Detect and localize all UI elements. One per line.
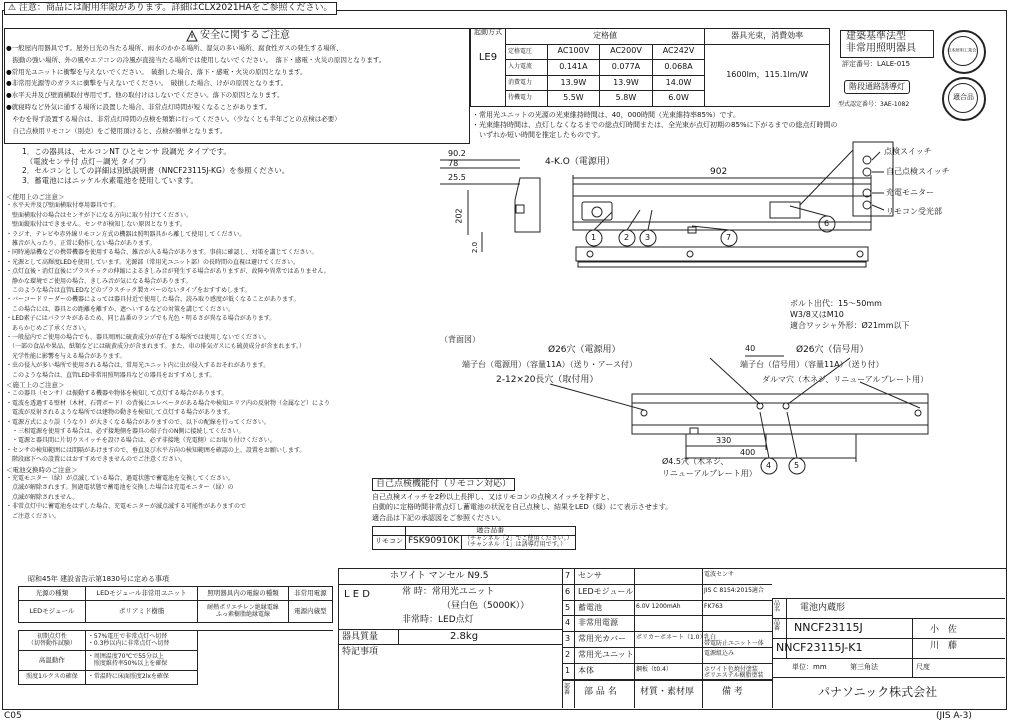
parts-row-divider (562, 663, 772, 664)
part-note: JIS C 8154:2015適合 (704, 586, 764, 594)
callout-3: 3 (645, 233, 651, 242)
part-no: 5 (565, 602, 571, 612)
usage-line: ・同時通話機などの携帯機器を使用する場合、雑音が入る場合があります。事前に確認し、対策を講じてください。 (6, 249, 318, 257)
usage-line: ・ラジオ、テレビや赤外線リモコン方式の機器は照明器具から離して使用してください。 (6, 230, 246, 238)
usage-line: この場合には、器具との距離を離すか、遮へいするなどの対策を講じてください。 (6, 305, 235, 313)
part-note: ホワイト色焼付塗装 ポリエステル樹脂塗装 (704, 665, 764, 679)
safety-title: 安全に関するご注意 (200, 30, 290, 41)
battery-title: ＜電池交換時のご注意＞ (6, 465, 78, 474)
battery-line: ・充電モニター（緑）が点滅している場合、過電状態で蓄電池を交換してください。 (6, 475, 235, 482)
company-name: パナソニック株式会社 (818, 685, 938, 699)
long-hole: 2-12×20長穴（取付用） (496, 375, 599, 385)
callout-5: 5 (794, 461, 800, 470)
usage-line: 静かな環境でご使用の場合、きしみ音が気になる場合があります。 (6, 277, 192, 285)
cert-mark-no: 型式認定番号：3AE-1082 (838, 101, 910, 108)
battery-line: ご注意ください。 (6, 512, 61, 520)
footer-left: C05 (4, 711, 22, 721)
usage-line: ・虫の侵入が多い場所で使用される場合は、常用光ユニット内に虫が侵入するおそれがあります。 (6, 362, 270, 370)
back-view-label: （背面図） (440, 335, 480, 344)
callout-6: 6 (824, 219, 830, 228)
usage-line: ・バーコードリーダーの機器によっては器具付近で使用した場合、読み取り感度が低くなることがあります。 (6, 296, 300, 304)
usage-line: あらかじめご了承ください。 (6, 324, 91, 332)
usage-line: ・水平天井及び壁面横取付専用器具です。 (6, 202, 120, 210)
route-badge: 階段通路誘導灯 (844, 80, 910, 94)
dummy-hole: ダルマ穴（木ネジ、リニューアルプレート用） (762, 375, 929, 384)
scale-label: 尺度 (916, 663, 930, 671)
part-name: 非常用電源 (578, 618, 618, 628)
part-material: 鋼板（t0.4） (636, 665, 672, 673)
label-voltage: 定格電圧 (506, 44, 548, 60)
parts-col-divider (634, 568, 635, 708)
dim-2-0: 2.0 (471, 241, 480, 254)
label-input: 入力電流 (506, 60, 548, 76)
usage-line: 壁面横取付の場合はセンサが下になる方向に取り付けてください。 (6, 211, 193, 219)
color-spec: ホワイト マンセル N9.5 (390, 571, 489, 581)
dim-202: 202 (454, 208, 464, 224)
remote-note-2: （チャンネル「1」は誘導灯用です。） (464, 541, 567, 549)
cert-eval-no: 評定番号：LALE-015 (842, 60, 911, 68)
safety-line: ●常用光ユニットに衝撃を与えないでください。 破損した場合、落下・感電・火災の原因となります。 (6, 67, 307, 76)
bolt-1: ボルト出代：15～50mm (790, 299, 882, 308)
spec-head-4: 非常用電源 (288, 587, 332, 601)
spec-r2-text: ・57%電圧で非常点灯へ切替 ・0.3秒以内に非常点灯へ切替 (85, 631, 197, 651)
standby-1: 5.5W (547, 91, 600, 107)
selftest-title: 自己点検機能付（リモコン対応） (372, 478, 515, 491)
cert-line2: 非常用照明器具 (846, 43, 916, 54)
spec-r1-3: 耐熱ポリエチレン絶縁電線 ふっ素樹脂絶縁電線 (198, 601, 288, 623)
callout-2: 2 (624, 233, 630, 242)
parts-row-divider (562, 615, 772, 616)
usage-line: このような場合は直管LEDなどのプラスチック製カバーのないタイプをおすすめします。 (6, 287, 251, 294)
remote-table (372, 526, 576, 550)
terminal-signal: 端子台（信号用）（容量11A）（送り付） (740, 360, 884, 369)
battery-line: ・非常点灯中に蓄電池をはずした場合、充電モニターが滅点滅する可能性がありますので (6, 503, 247, 511)
spec-r1-1: LEDモジュール (19, 601, 86, 623)
parts-head-no: 部番 (564, 683, 571, 696)
voltage-3: AC242V (652, 44, 705, 60)
rating-table (470, 28, 830, 107)
notes_top-line: 1．この器具は、セルコンNT ひとセンサ 段調光 タイプです。 (22, 147, 231, 156)
voltage-2: AC200V (600, 44, 653, 60)
led-label: L E D (344, 589, 370, 600)
part-name: センサ (578, 571, 602, 580)
voltage-1: AC100V (547, 44, 600, 60)
sign-2: 川 藤 (930, 641, 958, 651)
header-notice: ⚠ 注意：商品には耐用年限があります。詳細はCLX2021HAをご参照ください。 (4, 2, 337, 15)
hole-power-label: 4-K.O（電源用） (545, 157, 615, 167)
usage-line: 壁面縦取付はできません。センサが検知しない原因となります。 (6, 221, 186, 229)
safety-line: ●就寝時など外気に通する場所に設置した場合、非常点灯時間が短くなることがあります。 (6, 103, 272, 111)
doc-no: NNCF23115J-K1 (776, 641, 863, 654)
usage-line: ・LED素子にはバラツキがあるため、同じ品番のランプでも光色・明るさが異なる場合があります。 (6, 315, 276, 323)
part-no: 2 (565, 650, 571, 659)
spec-r3-text: ・周囲温度70℃で55分以上 照度維持率50%以上を確保 (85, 651, 197, 671)
remote-note-1: （チャンネル「2」でご使用ください。） (464, 534, 573, 542)
usage-line: ・光源として高輝度LEDを使用しています。光源部（常用光ユニット部）の長時間の直視は避けてください。 (6, 258, 300, 266)
spec-table (18, 586, 333, 685)
usage-line: ・一般屋内でご使用の場合でも、器具周囲に硫黄成分が存在する場所では使用しないでください。 (6, 334, 271, 341)
special-label: 特記事項 (342, 647, 379, 657)
install-line: 電波が反射されるような場所では建物の動きを検知して点灯する場合があります。 (6, 409, 234, 417)
callout-7: 7 (726, 233, 732, 242)
seal-2: 適合品 (942, 77, 986, 121)
spec-r2-label: 初期点灯性 （切替動作試験） (19, 631, 86, 651)
install-line: 階段廊下への設置にはおすすめできませんのでご注意ください。 (6, 456, 187, 464)
rating-note-2: ・光束維持時間は、点灯しなくなるまでの総点灯時間または、全光束が点灯初期の85%に下がるまでの総点灯時間の (472, 121, 838, 129)
dim-90-2: 90.2 (448, 149, 466, 158)
unit-label: 単位：mm (792, 663, 827, 671)
part-no: 6 (565, 586, 571, 596)
footer-right: (JIS A-3) (936, 711, 972, 721)
callout-1: 1 (591, 233, 597, 242)
led-main2: （昼白色（5000K）） (442, 601, 530, 611)
rating-note-1: ・常用光ユニットの光源の光束維持時間は、40，000時間（光束維持率85%）です。 (472, 111, 740, 119)
notes_top-line: 3．蓄電池にはニッケル水素電池を使用しています。 (22, 175, 198, 185)
dim-400: 400 (740, 448, 756, 457)
panel-charge-monitor: 充電モニター (886, 188, 934, 197)
part-name: 蓄電池 (578, 602, 602, 612)
part-note: 電波センサ (704, 571, 735, 578)
bolt-3: 適合ワッシャ外形：Ø21mm以下 (790, 321, 910, 330)
dim-40: 40 (745, 344, 756, 353)
parts-row-divider (562, 600, 772, 601)
terminal-power: 端子台（電源用）（容量11A）（送り・アース付） (462, 360, 638, 369)
install-line: ・センサの検知範囲には間隔があけますので、垂直及び水平方向の検知範囲を確認の上、設置をお願いします。 (6, 446, 306, 454)
name-label: 品番 (774, 619, 781, 632)
standby-3: 6.0W (652, 91, 705, 107)
parts-row-divider (562, 584, 772, 585)
hole-signal-26: Ø26穴（信号用） (796, 345, 869, 355)
install-line: ・電源方式により誤（うなり）が大きくなる場合がありますので、以下の配線を行ってください。 (6, 418, 270, 426)
safety-line: やむを得ず設置する場合は、非常点灯時間の点検を頻繁に行ってください。（少なくとも半年ごとの点検は必要） (6, 114, 341, 123)
usage-line: （一部の食品や果品、紙類などには硫黄成分が含まれます。また、車の排気ガスにも硫黄成分が含まれます。） (6, 343, 306, 351)
led-emerg: 非常時：LED点灯 (402, 615, 474, 625)
part-note: 乳白 帯電防止ユニット一体 (704, 634, 764, 648)
usage-line: ・点灯直後・消灯直後にプラスチックの伸縮によるきしみ音が発生する場合がありますが、故障や異常ではありません。 (6, 268, 330, 276)
part-name: 常用光カバー (578, 634, 626, 644)
install-title: ＜施工上のご注意＞ (6, 381, 65, 389)
parts-col-divider (702, 568, 703, 708)
hole-power-26: Ø26穴（電源用） (548, 345, 621, 355)
kind-label: 品名 (774, 600, 781, 613)
usage-line: 雑音が入ったり、正常に動作しない場合があります。 (6, 240, 156, 247)
safety-line: ●非常用光源等のガラスに衝撃を与えないでください。 破損した場合、けがの原因となります。 (6, 79, 288, 88)
seal-1: 日本照明工業会 (942, 30, 986, 74)
kind-value: 電池内蔵形 (800, 603, 846, 613)
usage-title: ＜使用上のご注意＞ (6, 193, 65, 201)
remote-head: 適合品番 (406, 527, 576, 536)
safety-line: 振動の強い場所、外の風やエアコンの冷風が直接当たる場所では使用しないでください。 落下・感電・火災の原因となります。 (6, 55, 386, 64)
part-no: 1 (565, 665, 571, 675)
parts-head-mat: 材質・素材厚 (640, 687, 695, 697)
input-3: 0.068A (652, 60, 705, 76)
part-no: 3 (565, 634, 571, 644)
install-line: ・電波を透過する壁材（木材、石膏ボード）の背後にエレベータがある場合や検知エリア内の反射物（金属など）により (6, 399, 331, 407)
safety-line: 自己点検用リモコン（別売）をご使用頂けると、点検が簡単となります。 (6, 126, 227, 135)
remote-label: リモコン (373, 535, 406, 549)
panel-self-check: 自己点検スイッチ (886, 167, 950, 176)
notes_top-line: 2．セルコンとしての詳細は別紙説明書（NNCF23115J-KG）を参照ください。 (22, 166, 290, 175)
dim-330: 330 (716, 436, 732, 445)
spec-r1-2: ポリアミド樹脂 (85, 601, 197, 623)
mass-value: 2.8kg (450, 631, 479, 642)
battery-line: 点滅が解除されます。無過電状態で蓄電池を交換した場合は充電モニター（緑）の (6, 484, 234, 492)
flux-value: 1600lm，115.1lm/W (705, 44, 830, 106)
label-standby: 待機電力 (506, 91, 548, 107)
parts-head-note: 備 考 (722, 687, 743, 697)
spec-r4-label: 照度1ルクスの確保 (19, 671, 86, 685)
power-1: 13.9W (547, 75, 600, 91)
spec-head-1: 光源の種類 (19, 587, 86, 601)
selftest-line-3: 適合品は下記の承認図をご参照ください。 (372, 514, 505, 522)
part-material: ポリカーボネート（1.0） (636, 634, 706, 642)
panel-remote-receiver: リモコン受光部 (886, 207, 942, 216)
part-material: 6.0V 1200mAh (636, 602, 681, 610)
part-name: 常用光ユニット (578, 650, 634, 659)
battery-line: 点滅が解除されません。 (6, 493, 79, 501)
spec-head-3: 照明器具内の電線の種類 (198, 587, 288, 601)
rating-header: 定格値 (506, 29, 705, 45)
hole-45: Ø4.5穴（木ネジ、 (662, 457, 729, 466)
install-line: ・電源と器具間に片切りスイッチを設ける場合は、必ず非接地（充電側）にお取り付けください。 (6, 437, 276, 445)
part-name: LEDモジュール (578, 586, 634, 596)
notes_top-line: （電波センサ付 点灯－調光 タイプ） (22, 156, 151, 166)
dim-25-5: 25.5 (448, 173, 466, 182)
part-name: 本体 (578, 665, 594, 675)
callout-4: 4 (766, 461, 772, 470)
selftest-line-1: 自己点検スイッチを2秒以上長押し、又はリモコンの点検スイッチを押すと、 (372, 493, 614, 501)
bolt-2: W3/8又はM10 (790, 310, 844, 319)
method-header: 起動方式 LE9 (471, 29, 506, 107)
standby-2: 5.8W (600, 91, 653, 107)
cert-line1: 建築基準法型 (846, 31, 906, 42)
warning-icon (186, 30, 198, 42)
install-line: ・三相電源を使用する場合は、必ず接地側を器具の端子台のN側に接続してください。 (6, 428, 245, 435)
parts-head-name: 部 品 名 (584, 687, 617, 697)
angle-label: 第三角法 (850, 663, 878, 671)
parts-col-divider (574, 568, 575, 708)
part-no: 4 (565, 618, 571, 628)
spec-r3-label: 高温動作 (19, 651, 86, 671)
panel-inspect-switch: 点検スイッチ (884, 147, 932, 156)
flux-header: 器具光束，消費効率 (705, 29, 830, 45)
spec-r1-4: 電源内蔵型 (288, 601, 332, 623)
sign-1: 小 佐 (930, 625, 958, 635)
safety-line: ●一般屋内用器具です。屋外日光の当たる場所、雨水のかかる場所、湿気の多い場所、腐食性ガスの発生する場所、 (6, 44, 343, 52)
power-2: 13.9W (600, 75, 653, 91)
power-3: 14.0W (652, 75, 705, 91)
dim-902: 902 (710, 167, 728, 177)
parts-row-divider (562, 631, 772, 632)
name-value: NNCF23115J (794, 621, 863, 634)
spec-title: 昭和45年 建設省告示第1830号に定める事項 (28, 575, 169, 583)
usage-line: このような場合は、直管LED非常用照明器具などの器具をおすすめします。 (6, 371, 216, 379)
remote-model: FSK90910K (406, 535, 462, 549)
mass-label: 器具質量 (342, 632, 379, 642)
input-1: 0.141A (547, 60, 600, 76)
part-note: FK763 (704, 602, 723, 610)
led-main: 常 時：常用光ユニット (402, 587, 495, 597)
part-note: 電源組込み (704, 650, 735, 657)
input-2: 0.077A (600, 60, 653, 76)
label-power: 消費電力 (506, 75, 548, 91)
selftest-line-2: 自動的に定格時間非常点灯し蓄電池の状況を自己点検し、結果をLED（緑）にて表示させます。 (372, 503, 673, 511)
spec-head-2: LEDモジュール非常用ユニット (85, 587, 197, 601)
safety-line: ●水平天井及び壁面横取付専用です。他の取付けはしないでください。落下の原因となります。 (6, 91, 284, 100)
dim-78: 78 (448, 159, 459, 168)
hole-45b: リニューアルプレート用） (662, 469, 757, 478)
install-line: ・この器具（センサ）は振動する機器や物体を検知して点灯する場合があります。 (6, 390, 228, 398)
rating-note-3: いずれか短い時間を推定したものです。 (472, 131, 605, 139)
spec-r4-text: ・常温時に床面照度2lxを確保 (85, 671, 197, 685)
usage-line: 光学性能に影響を与える場合があります。 (6, 352, 126, 360)
part-no: 7 (565, 571, 571, 580)
